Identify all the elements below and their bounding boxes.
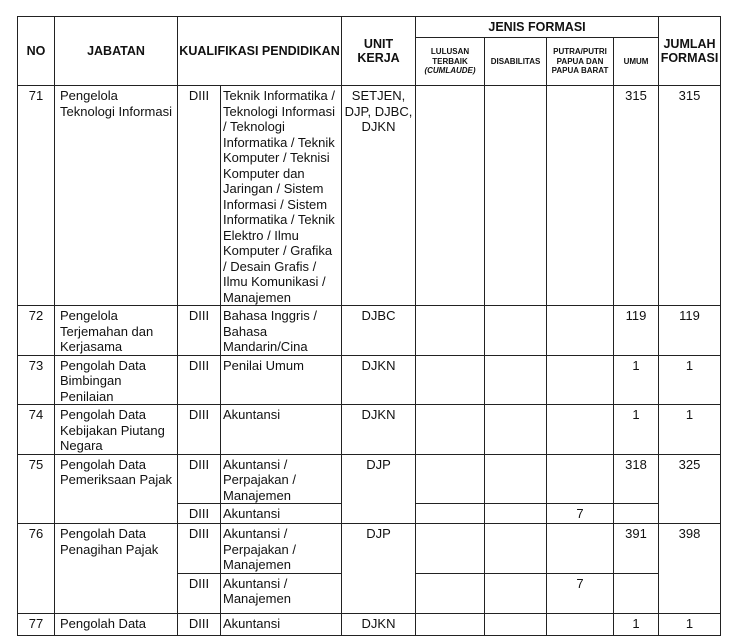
jumlah-formasi-cell: 325 [659, 454, 721, 524]
header-jenis-formasi: JENIS FORMASI [416, 17, 659, 38]
header-cumlaude-label: (CUMLAUDE) [424, 66, 476, 76]
disabilitas-cell [485, 613, 547, 635]
jumlah-formasi-cell: 119 [659, 306, 721, 356]
unit-kerja-cell: DJBC [342, 306, 416, 356]
jabatan-cell: Pengolah Data Pemeriksaan Pajak [55, 454, 178, 524]
jumlah-formasi-cell: 398 [659, 524, 721, 614]
lulusan-terbaik-cell [416, 573, 485, 613]
formasi-table [17, 16, 721, 636]
disabilitas-cell [485, 573, 547, 613]
putra-putri-papua-cell: 7 [547, 504, 614, 524]
header-lulusan-terbaik [416, 38, 485, 86]
row-number: 76 [18, 524, 55, 614]
umum-cell: 315 [614, 86, 659, 306]
table-row [18, 355, 721, 405]
lulusan-terbaik-cell [416, 306, 485, 356]
jumlah-formasi-cell: 315 [659, 86, 721, 306]
disabilitas-cell [485, 504, 547, 524]
jumlah-formasi-cell: 1 [659, 613, 721, 635]
unit-kerja-cell: DJKN [342, 405, 416, 455]
lulusan-terbaik-cell [416, 504, 485, 524]
table-body [18, 86, 721, 636]
jenjang-cell: DIII [178, 86, 221, 306]
unit-kerja-cell: DJKN [342, 613, 416, 635]
header-kualifikasi: KUALIFIKASI PENDIDIKAN [178, 17, 342, 86]
jenjang-cell: DIII [178, 454, 221, 504]
jenjang-cell: DIII [178, 504, 221, 524]
jumlah-formasi-cell: 1 [659, 405, 721, 455]
row-number: 73 [18, 355, 55, 405]
kualifikasi-cell: Akuntansi [221, 405, 342, 455]
kualifikasi-cell: Akuntansi / Perpajakan / Manajemen [221, 454, 342, 504]
kualifikasi-cell: Akuntansi / Perpajakan / Manajemen [221, 524, 342, 574]
unit-kerja-cell: DJP [342, 454, 416, 524]
table-row [18, 613, 721, 635]
header-lulusan-label: LULUSAN TERBAIK [430, 47, 470, 66]
jenjang-cell: DIII [178, 613, 221, 635]
jabatan-cell: Pengolah Data Kebijakan Piutang Negara [55, 405, 178, 455]
jabatan-cell: Pengelola Terjemahan dan Kerjasama [55, 306, 178, 356]
lulusan-terbaik-cell [416, 524, 485, 574]
header-jumlah-formasi: JUMLAH FORMASI [659, 17, 721, 86]
umum-cell: 1 [614, 613, 659, 635]
row-number: 75 [18, 454, 55, 524]
putra-putri-papua-cell [547, 355, 614, 405]
lulusan-terbaik-cell [416, 613, 485, 635]
header-putra-putri-papua: PUTRA/PUTRI PAPUA DAN PAPUA BARAT [547, 38, 614, 86]
putra-putri-papua-cell: 7 [547, 573, 614, 613]
umum-cell [614, 573, 659, 613]
putra-putri-papua-cell [547, 524, 614, 574]
jenjang-cell: DIII [178, 524, 221, 574]
unit-kerja-cell: DJP [342, 524, 416, 614]
jenjang-cell: DIII [178, 405, 221, 455]
umum-cell: 119 [614, 306, 659, 356]
putra-putri-papua-cell [547, 405, 614, 455]
jumlah-formasi-cell: 1 [659, 355, 721, 405]
kualifikasi-cell: Teknik Informatika / Teknologi Informasi / Teknologi Informatika / Teknik Komputer / Teknisi Komputer dan Jaringan / Sistem Informasi / Sistem Informatika / Teknik Elektro / Ilmu Komputer / Grafika / Desain Grafis / Ilmu Komunikasi / Manajemen [221, 86, 342, 306]
row-number: 72 [18, 306, 55, 356]
jabatan-cell: Pengolah Data Bimbingan Penilaian [55, 355, 178, 405]
row-number: 77 [18, 613, 55, 635]
disabilitas-cell [485, 524, 547, 574]
kualifikasi-cell: Akuntansi / Manajemen [221, 573, 342, 613]
row-number: 71 [18, 86, 55, 306]
putra-putri-papua-cell [547, 454, 614, 504]
row-number: 74 [18, 405, 55, 455]
umum-cell: 1 [614, 355, 659, 405]
header-no: NO [18, 17, 55, 86]
table-row [18, 524, 721, 574]
kualifikasi-cell: Akuntansi [221, 613, 342, 635]
umum-cell: 1 [614, 405, 659, 455]
disabilitas-cell [485, 405, 547, 455]
disabilitas-cell [485, 454, 547, 504]
umum-cell: 318 [614, 454, 659, 504]
header-unit-kerja: UNIT KERJA [342, 17, 416, 86]
disabilitas-cell [485, 306, 547, 356]
lulusan-terbaik-cell [416, 454, 485, 504]
jenjang-cell: DIII [178, 573, 221, 613]
putra-putri-papua-cell [547, 86, 614, 306]
umum-cell: 391 [614, 524, 659, 574]
lulusan-terbaik-cell [416, 355, 485, 405]
table-row [18, 405, 721, 455]
unit-kerja-cell: DJKN [342, 355, 416, 405]
lulusan-terbaik-cell [416, 405, 485, 455]
putra-putri-papua-cell [547, 306, 614, 356]
jenjang-cell: DIII [178, 306, 221, 356]
table-row [18, 454, 721, 504]
disabilitas-cell [485, 355, 547, 405]
kualifikasi-cell: Penilai Umum [221, 355, 342, 405]
jenjang-cell: DIII [178, 355, 221, 405]
putra-putri-papua-cell [547, 613, 614, 635]
header-disabilitas: DISABILITAS [485, 38, 547, 86]
unit-kerja-cell: SETJEN, DJP, DJBC, DJKN [342, 86, 416, 306]
jabatan-cell: Pengelola Teknologi Informasi [55, 86, 178, 306]
lulusan-terbaik-cell [416, 86, 485, 306]
header-jabatan: JABATAN [55, 17, 178, 86]
jabatan-cell: Pengolah Data Penagihan Pajak [55, 524, 178, 614]
disabilitas-cell [485, 86, 547, 306]
kualifikasi-cell: Akuntansi [221, 504, 342, 524]
kualifikasi-cell: Bahasa Inggris / Bahasa Mandarin/Cina [221, 306, 342, 356]
umum-cell [614, 504, 659, 524]
table-row [18, 306, 721, 356]
jabatan-cell: Pengolah Data [55, 613, 178, 635]
header-umum: UMUM [614, 38, 659, 86]
table-row [18, 86, 721, 306]
